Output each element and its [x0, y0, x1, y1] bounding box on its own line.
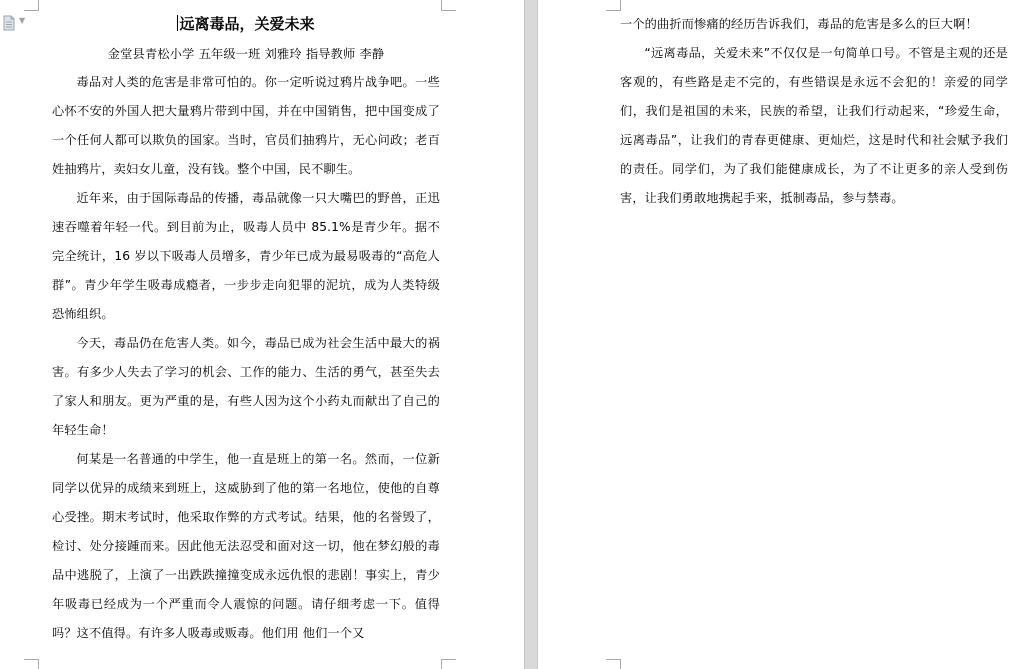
right-page-body[interactable] [620, 10, 1008, 213]
paragraph: 今天，毒品仍在危害人类。如今，毒品已成为社会生活中最大的祸害。有多少人失去了学习的机会、工作的能力、生活的勇气，甚至失去了家人和朋友。更为严重的是，有些人因为这个小药丸而献出了自己的年轻生命！ [52, 336, 440, 437]
paragraph: 毒品对人类的危害是非常可怕的。你一定听说过鸦片战争吧。一些心怀不安的外国人把大量鸦片带到中国，并在中国销售，把中国变成了一个任何人都可以欺负的国家。当时，官员们抽鸦片，无心问政；老百姓抽鸦片，卖妇女儿童，没有钱。整个中国，民不聊生。 [52, 75, 440, 176]
crop-mark-top-right [441, 0, 456, 11]
paragraph: 近年来，由于国际毒品的传播，毒品就像一只大嘴巴的野兽，正迅速吞噬着年轻一代。到目前为止，吸毒人员中 85.1%是青少年。据不完全统计，16 岁以下吸毒人员增多，青少年已成为最易吸毒的“高危人群”。青少年学生吸毒成瘾者，一步步走向犯罪的泥坑，成为人类特级恐怖组织。 [52, 191, 440, 321]
crop-mark-bottom-left [606, 659, 621, 669]
crop-mark-bottom-left [24, 659, 39, 669]
chevron-down-icon[interactable]: ▼ [19, 16, 26, 25]
document-icon[interactable] [3, 15, 15, 31]
paragraph: 何某是一名普通的中学生，他一直是班上的第一名。然而，一位新同学以优异的成绩来到班上，这威胁到了他的第一名地位，使他的自尊心受挫。期末考试时，他采取作弊的方式考试。结果，他的名誉毁了，检讨、处分接踵而来。因此他无法忍受和面对这一切，他在梦幻般的毒品中逃脱了，上演了一出跌跌撞撞变成永远仇恨的悲剧！事实上，青少年吸毒已经成为一个严重而令人震惊的问题。请仔细考虑一下。值得吗？这不值得。有许多人吸毒或贩毒。他们用 他们一个又 [52, 452, 440, 640]
crop-mark-bottom-right [441, 659, 456, 669]
crop-mark-top-left [24, 0, 39, 11]
left-page-body[interactable] [52, 68, 440, 648]
author-byline: 金堂县青松小学 五年级一班 刘雅玲 指导教师 李静 [107, 47, 385, 61]
paragraph: “远离毒品，关爱未来”不仅仅是一句简单口号。不管是主观的还是客观的，有些路是走不完的，有些错误是永远不会犯的！亲爱的同学们，我们是祖国的未来，民族的希望，让我们行动起来，“珍爱生命，远离毒品”，让我们的青春更健康、更灿烂，这是时代和社会赋予我们的责任。同学们，为了我们能健康成长，为了不让更多的亲人受到伤害，让我们勇敢地携起手来，抵制毒品，参与禁毒。 [620, 46, 1008, 205]
page-edge [524, 0, 525, 669]
document-title-line[interactable] [52, 10, 440, 38]
crop-mark-top-left [606, 0, 621, 11]
paragraph: 一个的曲折而惨痛的经历告诉我们，毒品的危害是多么的巨大啊！ [620, 17, 978, 31]
document-title: 远离毒品，关爱未来 [179, 15, 315, 33]
page-gutter [524, 0, 538, 669]
